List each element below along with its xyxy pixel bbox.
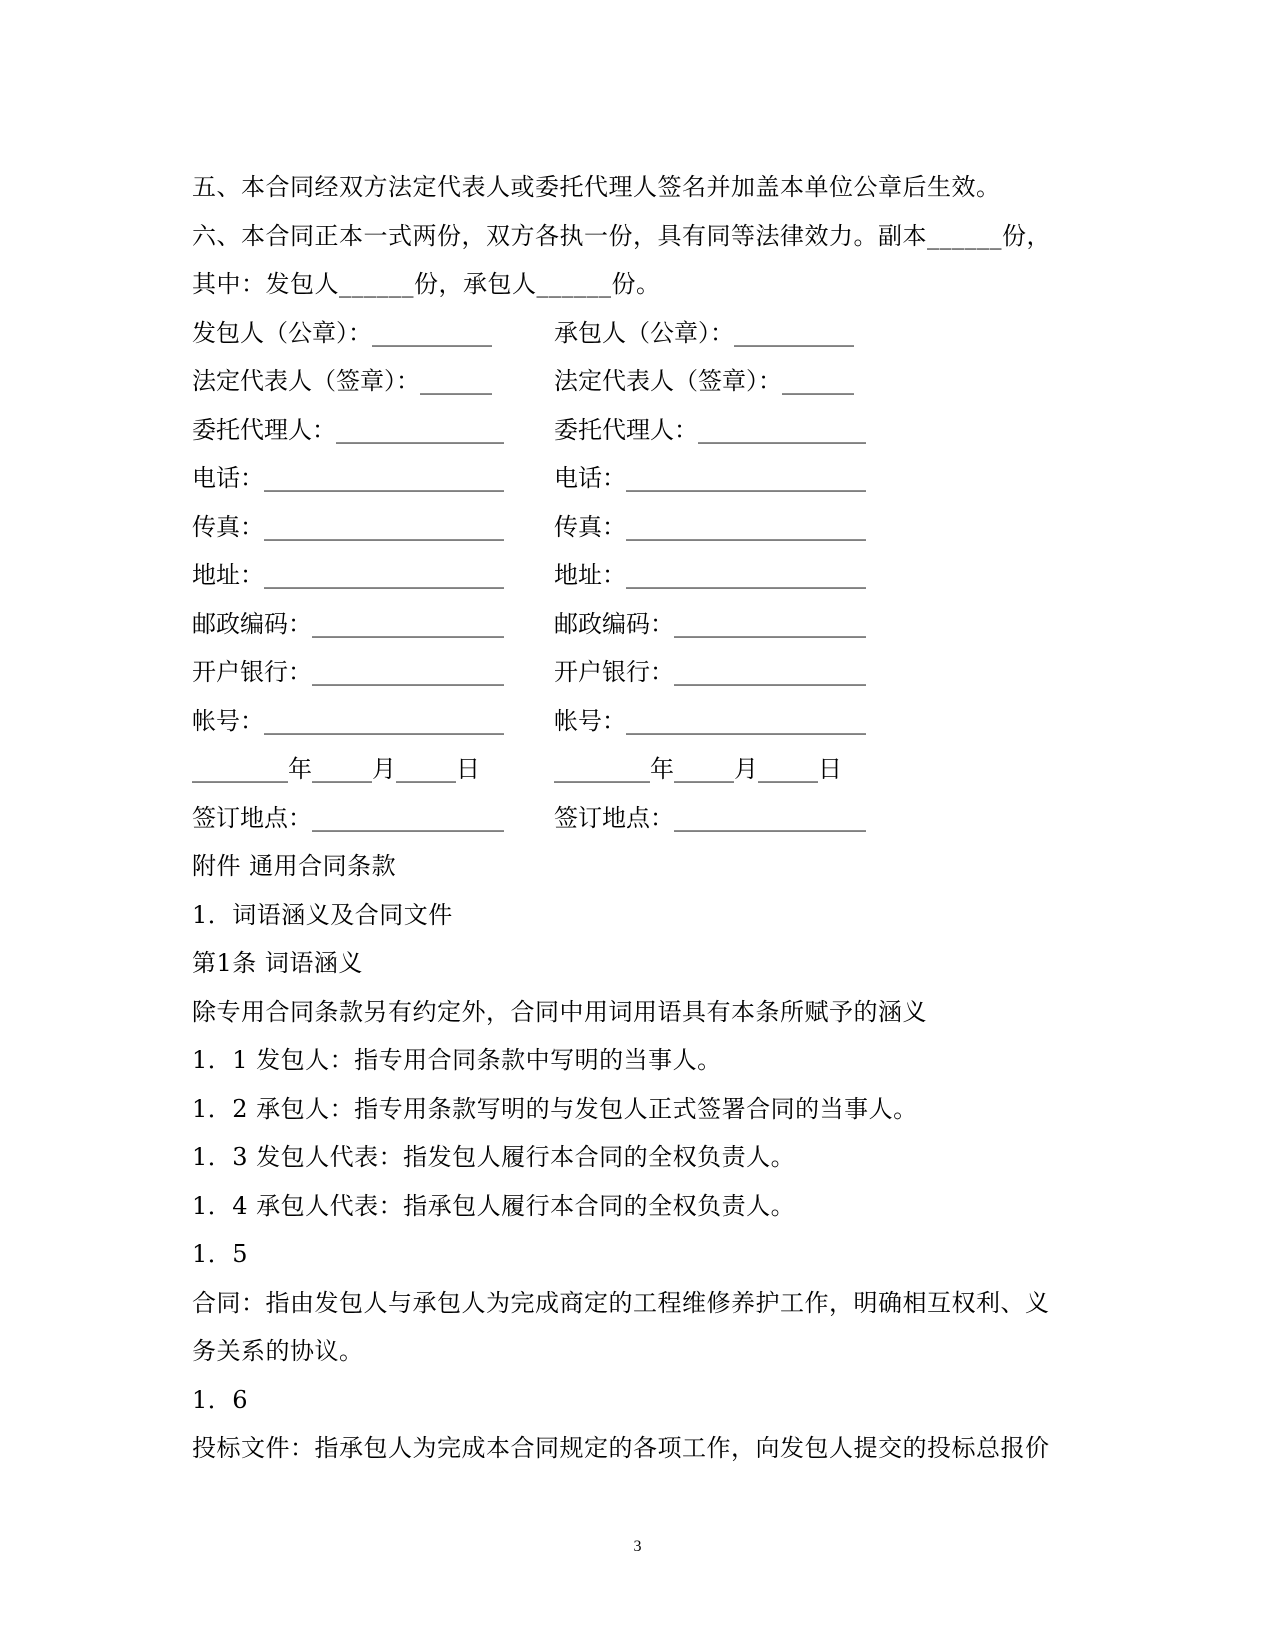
employer-signing-place-field: 签订地点：________________ xyxy=(192,803,504,832)
section-heading: 1．词语涵义及合同文件 xyxy=(192,900,453,929)
employer-fax-field: 传真：____________________ xyxy=(192,512,504,541)
definition-1-2: 1．2 承包人：指专用条款写明的与发包人正式签署合同的当事人。 xyxy=(192,1094,918,1123)
contractor-date-field: ________年_____月_____日 xyxy=(554,755,842,783)
employer-legal-rep-field: 法定代表人（签章）：______ xyxy=(192,367,492,395)
signature-row-account xyxy=(192,697,1072,746)
contractor-fax-field: 传真：____________________ xyxy=(554,512,866,541)
employer-agent-field: 委托代理人：______________ xyxy=(192,415,504,444)
page-number: 3 xyxy=(633,1538,642,1555)
contractor-signing-place-field: 签订地点：________________ xyxy=(554,803,866,832)
definition-1-3: 1．3 发包人代表：指发包人履行本合同的全权负责人。 xyxy=(192,1143,796,1171)
signature-row-fax xyxy=(192,503,1072,552)
employer-phone-field: 电话：____________________ xyxy=(192,464,504,492)
signature-row-date xyxy=(192,745,1072,794)
contractor-seal-field: 承包人（公章）：__________ xyxy=(554,318,854,347)
signature-row-seal xyxy=(192,309,1072,358)
employer-date-field: ________年_____月_____日 xyxy=(192,755,480,783)
document-body xyxy=(192,163,1072,1473)
signature-row-place xyxy=(192,794,1072,843)
annex-heading: 附件 通用合同条款 xyxy=(192,852,397,880)
definition-1-5-number: 1．5 xyxy=(192,1240,249,1268)
contractor-postcode-field: 邮政编码：________________ xyxy=(554,609,866,638)
signature-row-phone xyxy=(192,454,1072,503)
definition-1-6-text: 投标文件：指承包人为完成本合同规定的各项工作，向发包人提交的投标总报价 xyxy=(192,1434,1050,1462)
signature-row-address xyxy=(192,551,1072,600)
definition-1-1: 1．1 发包人：指专用合同条款中写明的当事人。 xyxy=(192,1046,722,1074)
clause-effective: 五、本合同经双方法定代表人或委托代理人签名并加盖本单位公章后生效。 xyxy=(192,173,1001,201)
signature-row-postcode xyxy=(192,600,1072,649)
signature-row-legal-rep xyxy=(192,357,1072,406)
article-heading: 第1条 词语涵义 xyxy=(192,949,363,977)
signature-row-bank xyxy=(192,648,1072,697)
employer-postcode-field: 邮政编码：________________ xyxy=(192,609,504,638)
employer-address-field: 地址：____________________ xyxy=(192,561,504,589)
employer-account-field: 帐号：____________________ xyxy=(192,706,504,735)
contractor-address-field: 地址：____________________ xyxy=(554,561,866,589)
employer-seal-field: 发包人（公章）：__________ xyxy=(192,318,492,347)
definition-1-5-text-continued: 务关系的协议。 xyxy=(192,1337,364,1365)
article-intro: 除专用合同条款另有约定外，合同中用词用语具有本条所赋予的涵义 xyxy=(192,997,927,1026)
contractor-account-field: 帐号：____________________ xyxy=(554,706,866,735)
contractor-phone-field: 电话：____________________ xyxy=(554,464,866,492)
clause-copies: 六、本合同正本一式两份，双方各执一份，具有同等法律效力。副本______份， xyxy=(192,221,1051,250)
signature-row-agent xyxy=(192,406,1072,455)
contractor-legal-rep-field: 法定代表人（签章）：______ xyxy=(554,367,854,395)
clause-copies-continued: 其中：发包人______份，承包人______份。 xyxy=(192,270,661,298)
definition-1-5-text: 合同：指由发包人与承包人为完成商定的工程维修养护工作，明确相互权利、义 xyxy=(192,1288,1050,1317)
employer-bank-field: 开户银行：________________ xyxy=(192,658,504,686)
contractor-bank-field: 开户银行：________________ xyxy=(554,658,866,686)
definition-1-6-number: 1．6 xyxy=(192,1385,249,1414)
contractor-agent-field: 委托代理人：______________ xyxy=(554,415,866,444)
definition-1-4: 1．4 承包人代表：指承包人履行本合同的全权负责人。 xyxy=(192,1191,796,1220)
